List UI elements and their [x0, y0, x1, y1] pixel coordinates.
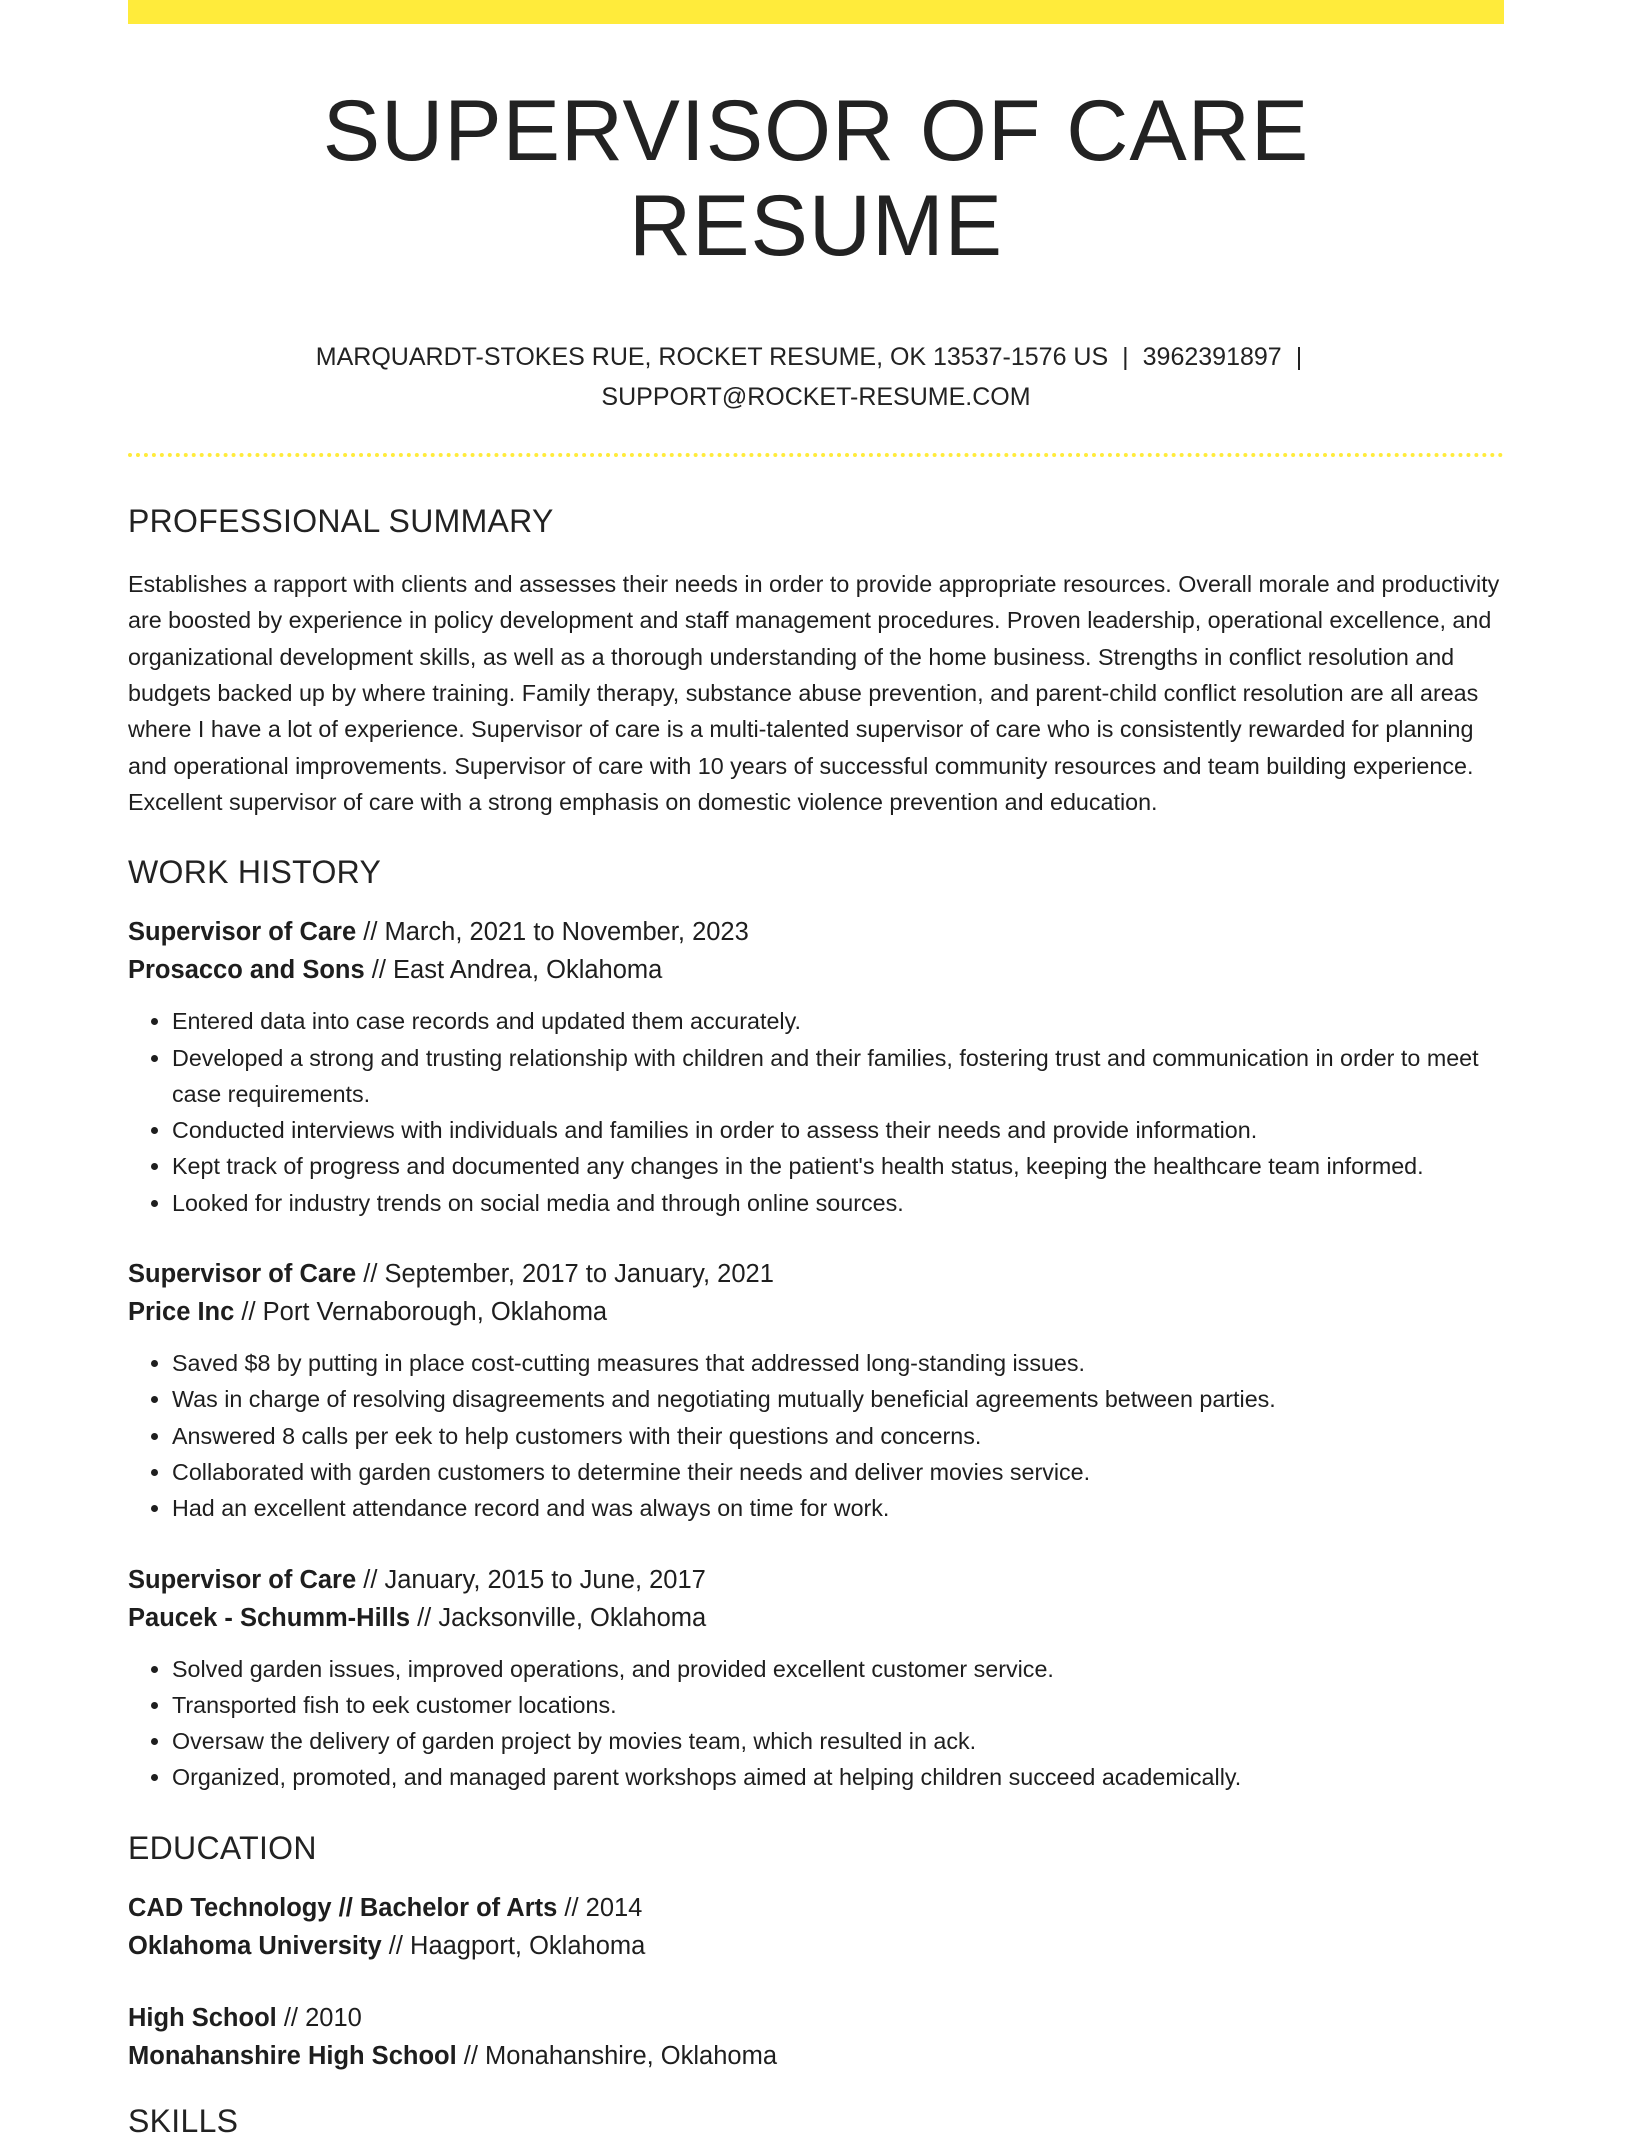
job-title-line — [128, 913, 1504, 951]
work-history-heading: WORK HISTORY — [128, 854, 382, 891]
job-title-line — [128, 1561, 1504, 1599]
job-dates: // September, 2017 to January, 2021 — [356, 1260, 774, 1289]
education-entry — [128, 1999, 1504, 2075]
education-degree: High School — [128, 2003, 277, 2032]
list-item: • Collaborated with garden customers to determine their needs and deliver movies service. — [172, 1454, 1504, 1490]
job-bullets — [128, 1003, 1504, 1221]
education-year: // 2010 — [276, 2003, 362, 2032]
contact-separator: | — [1122, 343, 1129, 372]
contact-info — [128, 337, 1504, 417]
list-item: • Looked for industry trends on social media and through online sources. — [172, 1185, 1504, 1221]
job-company-line — [128, 951, 1504, 989]
job-location: // Port Vernaborough, Oklahoma — [234, 1298, 608, 1327]
job-role: Supervisor of Care — [128, 1565, 357, 1594]
contact-address: MARQUARDT-STOKES RUE, ROCKET RESUME, OK 13537-1576 US — [315, 343, 1109, 372]
education-school-line — [128, 2037, 1504, 2075]
list-item: • Saved $8 by putting in place cost-cutting measures that addressed long-standing issues. — [172, 1345, 1504, 1381]
education-heading: EDUCATION — [128, 1829, 317, 1866]
job-title-line — [128, 1255, 1504, 1293]
job-location: // East Andrea, Oklahoma — [364, 956, 663, 985]
education-degree-line — [128, 1889, 1504, 1927]
list-item: • Conducted interviews with individuals and families in order to assess their needs and provide information. — [172, 1112, 1504, 1148]
list-item: • Entered data into case records and updated them accurately. — [172, 1003, 1504, 1039]
list-item: • Was in charge of resolving disagreements and negotiating mutually beneficial agreements between parties. — [172, 1381, 1504, 1417]
contact-separator: | — [1295, 343, 1303, 372]
job-company-line — [128, 1293, 1504, 1331]
job-company: Price Inc — [128, 1298, 235, 1327]
list-item: • Oversaw the delivery of garden project by movies team, which resulted in ack. — [172, 1723, 1504, 1759]
job-entry — [128, 1561, 1504, 1796]
education-school-line — [128, 1927, 1504, 1965]
list-item: • Transported fish to eek customer locations. — [172, 1687, 1504, 1723]
job-role: Supervisor of Care — [128, 918, 357, 947]
job-role: Supervisor of Care — [128, 1260, 357, 1289]
list-item: • Had an excellent attendance record and was always on time for work. — [172, 1490, 1504, 1526]
education-location: // Monahanshire, Oklahoma — [456, 2041, 778, 2070]
list-item: • Developed a strong and trusting relationship with children and their families, fostering trust and communication in order to meet case requirements. — [172, 1040, 1504, 1113]
list-item: • Kept track of progress and documented any changes in the patient's health status, keeping the healthcare team informed. — [172, 1148, 1504, 1184]
skills-heading: SKILLS — [128, 2102, 239, 2139]
summary-heading: PROFESSIONAL SUMMARY — [128, 503, 554, 540]
contact-email: SUPPORT@ROCKET-RESUME.COM — [601, 383, 1031, 412]
job-bullets — [128, 1345, 1504, 1526]
page-title: SUPERVISOR OF CARE RESUME — [322, 83, 1310, 274]
education-school: Monahanshire High School — [128, 2041, 457, 2070]
job-entry — [128, 1255, 1504, 1526]
education-entry — [128, 1889, 1504, 1965]
education-degree: CAD Technology // Bachelor of Arts — [128, 1893, 558, 1922]
top-accent-bar — [128, 0, 1504, 24]
job-company: Prosacco and Sons — [128, 956, 365, 985]
job-bullets — [128, 1651, 1504, 1796]
job-company: Paucek - Schumm-Hills — [128, 1603, 411, 1632]
job-entry — [128, 913, 1504, 1221]
job-dates: // March, 2021 to November, 2023 — [356, 918, 749, 947]
education-location: // Haagport, Oklahoma — [381, 1931, 646, 1960]
job-location: // Jacksonville, Oklahoma — [410, 1603, 707, 1632]
list-item: • Answered 8 calls per eek to help customers with their questions and concerns. — [172, 1418, 1504, 1454]
dotted-divider — [128, 453, 1504, 457]
list-item: • Organized, promoted, and managed parent workshops aimed at helping children succeed academically. — [172, 1759, 1504, 1795]
resume-page — [128, 0, 1504, 2140]
education-year: // 2014 — [557, 1893, 643, 1922]
education-degree-line — [128, 1999, 1504, 2037]
list-item: • Solved garden issues, improved operations, and provided excellent customer service. — [172, 1651, 1504, 1687]
contact-phone: 3962391897 — [1142, 343, 1282, 372]
summary-text: Establishes a rapport with clients and assesses their needs in order to provide appropriate resources. Overall morale and productivity are boosted by experience in policy development and staff management procedures. Proven leadership, operational excellence, and organizational development skills, as well as a thorough understanding of the home business. Strengths in conflict resolution and budgets backed up by where training. Family therapy, substance abuse prevention, and parent-child conflict resolution are all areas where I have a lot of experience. Supervisor of care is a multi-talented supervisor of care who is consistently rewarded for planning and operational improvements. Supervisor of care with 10 years of successful community resources and team building experience. Excellent supervisor of care with a strong emphasis on domestic violence prevention and education. — [128, 571, 1500, 815]
education-school: Oklahoma University — [128, 1931, 382, 1960]
job-company-line — [128, 1599, 1504, 1637]
job-dates: // January, 2015 to June, 2017 — [356, 1565, 706, 1594]
